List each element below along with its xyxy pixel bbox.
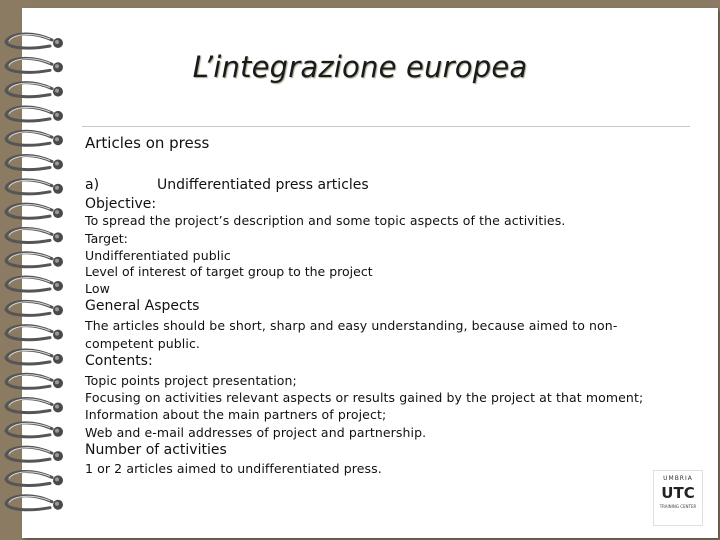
activities-text: 1 or 2 articles aimed to undifferentiated press.	[85, 461, 382, 476]
contents-item: Focusing on activities relevant aspects or results gained by the project at that moment;	[85, 390, 644, 405]
spiral-ring	[6, 350, 63, 364]
section-heading: Articles on press	[85, 134, 210, 152]
spiral-ring	[6, 326, 63, 340]
spiral-ring	[6, 301, 63, 315]
spiral-ring	[6, 253, 63, 267]
logo-bottom-text: TRAINING CENTER	[659, 504, 697, 509]
general-aspects-text-line2: competent public.	[85, 336, 200, 351]
slide-title: L’integrazione europea	[192, 50, 528, 84]
item-a-text: Undifferentiated press articles	[157, 177, 369, 193]
activities-label: Number of activities	[85, 442, 227, 458]
spiral-ring	[6, 423, 63, 437]
spiral-ring	[6, 34, 63, 48]
interest-text: Low	[85, 281, 110, 296]
logo-main-text: UTC	[661, 484, 695, 502]
spiral-ring	[6, 447, 63, 461]
spiral-ring	[6, 228, 63, 242]
general-aspects-label: General Aspects	[85, 298, 200, 314]
item-a-label: a)	[85, 177, 100, 193]
objective-label: Objective:	[85, 196, 157, 212]
utc-logo	[653, 470, 703, 526]
spiral-ring	[6, 277, 63, 291]
spiral-ring	[6, 496, 63, 510]
objective-text: To spread the project’s description and some topic aspects of the activities.	[85, 213, 566, 228]
general-aspects-text-line1: The articles should be short, sharp and easy understanding, because aimed to non-	[85, 318, 618, 333]
title-divider	[82, 126, 690, 127]
spiral-ring	[6, 83, 63, 97]
spiral-ring	[6, 471, 63, 485]
spiral-ring	[6, 204, 63, 218]
target-label: Target:	[85, 231, 128, 246]
contents-label: Contents:	[85, 353, 153, 369]
spiral-ring	[6, 107, 63, 121]
spiral-ring	[6, 180, 63, 194]
spiral-ring	[6, 399, 63, 413]
contents-item: Information about the main partners of project;	[85, 407, 387, 422]
contents-item: Web and e-mail addresses of project and partnership.	[85, 425, 427, 440]
spiral-ring	[6, 374, 63, 388]
spiral-ring	[6, 156, 63, 170]
interest-label: Level of interest of target group to the project	[85, 264, 373, 279]
logo-top-text: UMBRIA	[663, 475, 693, 482]
target-text: Undifferentiated public	[85, 248, 231, 263]
spiral-ring	[6, 131, 63, 145]
contents-item: Topic points project presentation;	[85, 373, 297, 388]
